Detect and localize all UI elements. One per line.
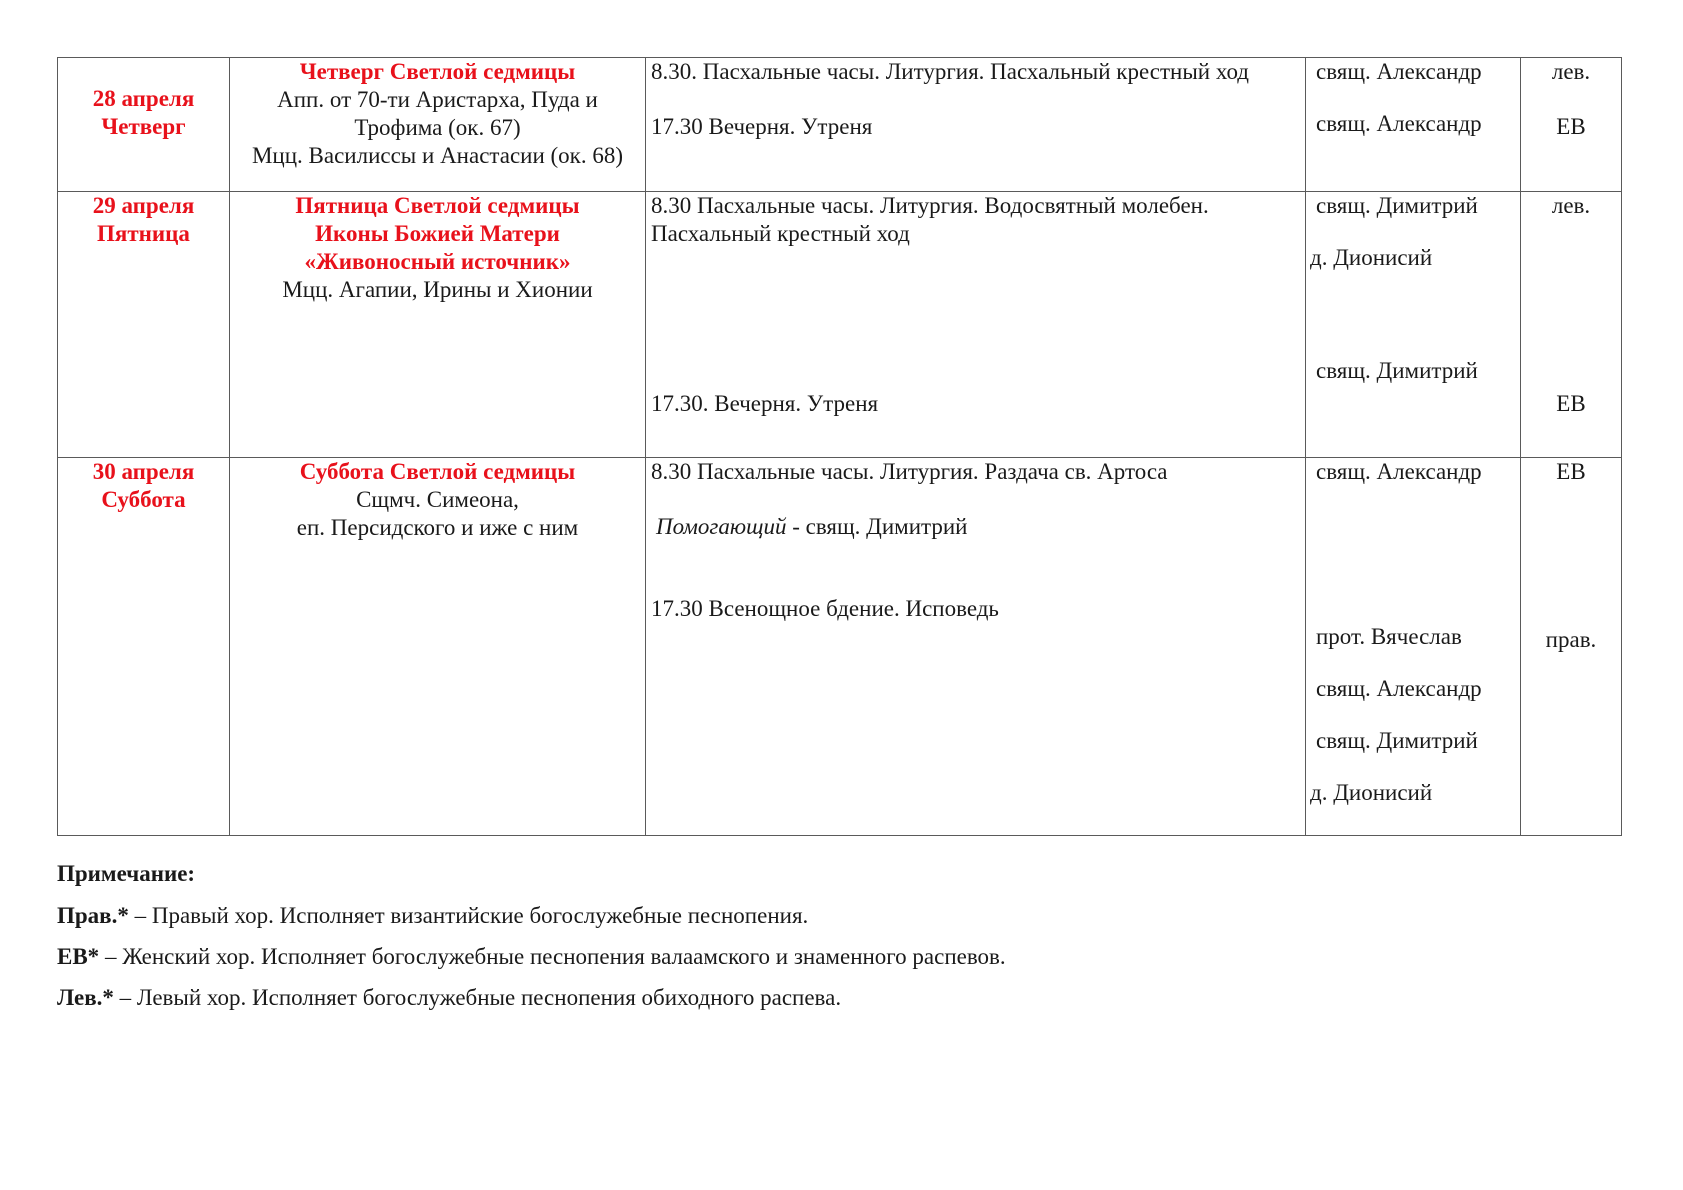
note-text: – Правый хор. Исполняет византийские богослужебные песнопения. (128, 903, 809, 928)
date-cell (58, 58, 230, 192)
choir: лев. (1551, 193, 1591, 218)
clergy: свящ. Александр (1316, 459, 1482, 484)
feast-line: еп. Персидского и иже с ним (296, 515, 579, 540)
schedule-table (57, 57, 1622, 836)
note-text: – Женский хор. Исполняет богослужебные песнопения валаамского и знаменного распевов. (99, 944, 1006, 969)
feast-title: Четверг Светлой седмицы (299, 59, 576, 84)
note-term: Лев.* (57, 985, 114, 1010)
choir: лев. (1551, 59, 1591, 84)
feast-title: Пятница Светлой седмицы (295, 193, 580, 218)
note-item (57, 902, 1006, 930)
clergy-cell (1306, 192, 1521, 458)
service-text: 8.30. Пасхальные часы. Литургия. Пасхальный крестный ход (651, 59, 1249, 84)
note-term: Прав.* (57, 903, 129, 928)
feast-title: Суббота Светлой седмицы (299, 459, 576, 484)
table-row (58, 58, 1622, 192)
clergy-cell (1306, 458, 1521, 836)
weekday: Суббота (101, 487, 186, 512)
note-term: ЕВ* (57, 944, 100, 969)
note-item (57, 984, 1006, 1012)
feast-title: Иконы Божией Матери (315, 221, 560, 246)
notes-section (57, 860, 1006, 1025)
weekday: Пятница (97, 221, 190, 246)
feast-line: Апп. от 70-ти Аристарха, Пуда и (277, 87, 598, 112)
weekday: Четверг (101, 114, 186, 139)
feast-line: Трофима (ок. 67) (354, 115, 521, 140)
feast-title: «Живоносный источник» (304, 249, 571, 274)
clergy: свящ. Александр (1316, 676, 1482, 701)
feast-line: Сщмч. Симеона, (356, 487, 519, 512)
clergy-cell (1306, 58, 1521, 192)
services-cell (646, 58, 1306, 192)
service-text: 17.30 Всенощное бдение. Исповедь (651, 596, 999, 621)
date-cell (58, 458, 230, 836)
clergy: свящ. Александр (1316, 111, 1482, 136)
table-row (58, 458, 1622, 836)
helper-name: - свящ. Димитрий (786, 514, 968, 539)
choir: ЕВ (1556, 459, 1586, 484)
note-text: – Левый хор. Исполняет богослужебные песнопения обиходного распева. (113, 985, 842, 1010)
clergy: свящ. Димитрий (1316, 193, 1478, 218)
services-cell (646, 458, 1306, 836)
choir: прав. (1545, 627, 1597, 652)
date: 30 апреля (92, 459, 195, 484)
clergy: свящ. Димитрий (1316, 728, 1478, 753)
choir: ЕВ (1556, 114, 1586, 139)
date: 28 апреля (92, 86, 195, 111)
choir-cell (1521, 458, 1622, 836)
date: 29 апреля (92, 193, 195, 218)
choir: ЕВ (1556, 391, 1586, 416)
clergy: д. Дионисий (1310, 245, 1433, 270)
notes-heading: Примечание: (57, 861, 196, 886)
feast-line: Мцц. Василиссы и Анастасии (ок. 68) (251, 143, 624, 168)
clergy: свящ. Александр (1316, 59, 1482, 84)
date-cell (58, 192, 230, 458)
service-text: 17.30. Вечерня. Утреня (651, 391, 879, 416)
service-text: 8.30 Пасхальные часы. Литургия. Водосвятный молебен. (651, 193, 1209, 218)
feast-cell (230, 192, 646, 458)
clergy: прот. Вячеслав (1316, 624, 1462, 649)
services-cell (646, 192, 1306, 458)
service-text: 17.30 Вечерня. Утреня (651, 114, 873, 139)
clergy: д. Дионисий (1310, 780, 1433, 805)
choir-cell (1521, 58, 1622, 192)
helper-label: Помогающий (656, 514, 787, 539)
service-text: 8.30 Пасхальные часы. Литургия. Раздача св. Артоса (651, 459, 1168, 484)
feast-line: Мцц. Агапии, Ирины и Хионии (282, 277, 593, 302)
helper-line (656, 513, 1310, 541)
feast-cell (230, 458, 646, 836)
choir-cell (1521, 192, 1622, 458)
table-row (58, 192, 1622, 458)
feast-cell (230, 58, 646, 192)
note-item (57, 943, 1006, 971)
service-text: Пасхальный крестный ход (651, 221, 910, 246)
clergy: свящ. Димитрий (1316, 358, 1478, 383)
